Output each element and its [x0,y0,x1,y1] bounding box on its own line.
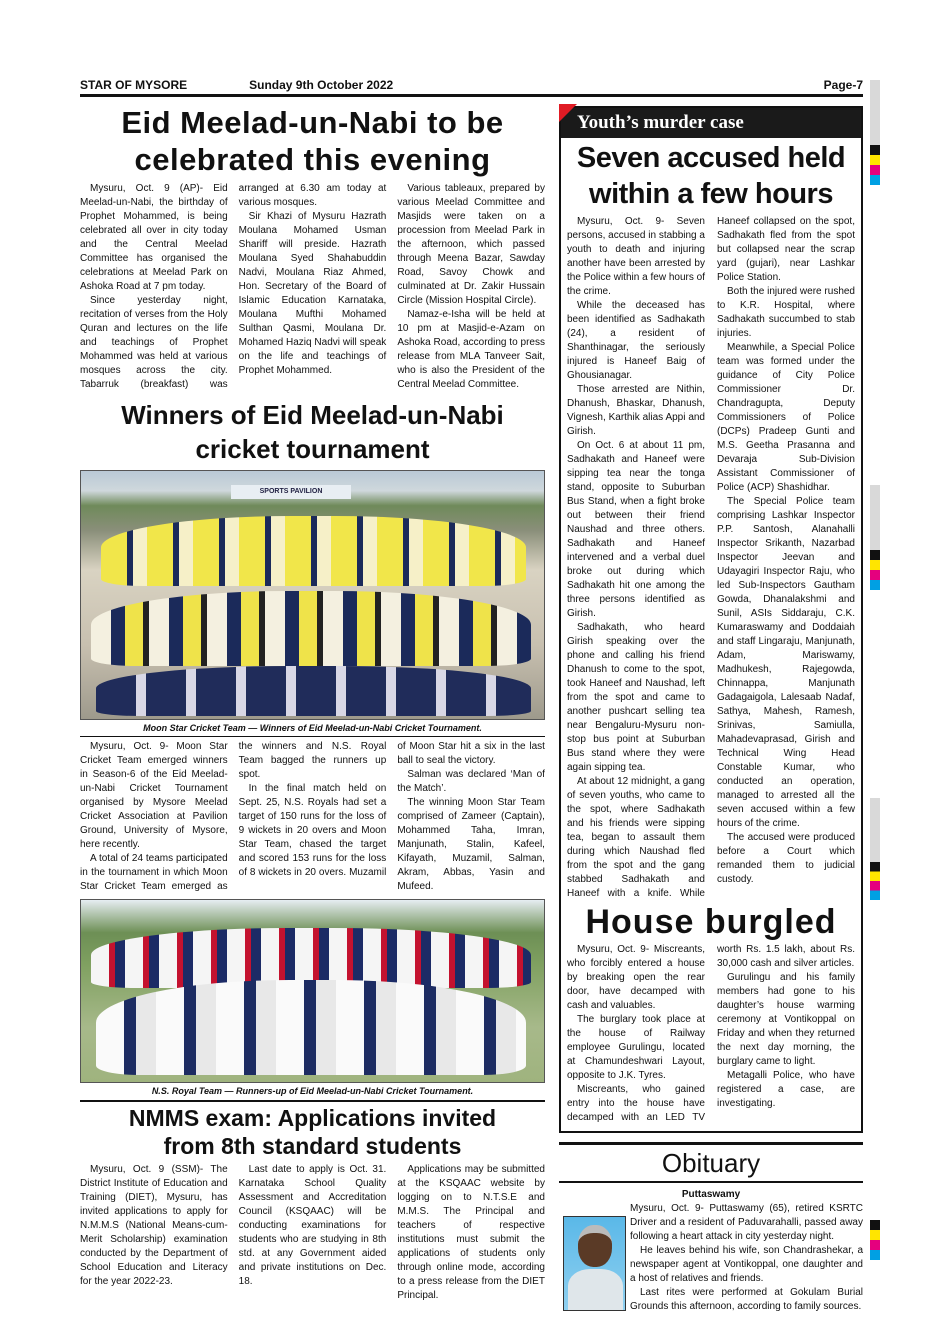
cmyk-color-bar [870,862,880,900]
paragraph: A total of 24 teams participated in the tournament in which Moon Star Cricket Team emerged as the winners and N.S. Royal Team bagged the runners up spot. [80,741,387,892]
paragraph: Salman was declared ‘Man of the Match’. [397,769,545,794]
eid-article-body [80,182,545,392]
burglary-headline: House burgled [585,903,837,941]
back-row-players [91,928,531,988]
paragraph: Sadhakath, who heard Girish speaking over the phone and calling his friend Dhanush to come to the spot, took Haneef and Naushad, left from the spot and came to another pushcart selling tea near Bengaluru-Mysuru non-stop bus point at Suburban Bus stand where they were again sipping tea. [567,622,705,773]
obituary-title: Obituary [661,1148,761,1178]
paragraph: While the deceased has been identified as Sadhakath (24), a resident of Shanthinagar, the seriously injured is Haneef Baig of Ghousianagar. [567,300,705,381]
paragraph: Since yesterday night, recitation of verses from the Holy Quran and lectures on the life and teachings of Prophet Mohammed was held at various mosques across the city. Tabarruk (breakfast) was arranged at 6.30 am today at various mosques. [80,183,387,390]
paragraph: Namaz-e-Isha will be held at 10 pm at Masjid-e-Azam on Ashoka Road, according to press release from MLA Tanveer Sait, who is also the President of the Central Meelad Committee. [397,309,545,390]
paragraph: On Oct. 6 at about 11 pm, Sadhakath and Haneef were sipping tea near the tonga stand, opposite to Suburban Bus Stand, when a fight broke out between their friend Naushad and three others. Sadhakath and Haneef intervened and a verbal duel broke out during which Sadhakath hit one among the three persons identified as Girish. [567,440,705,619]
paragraph: Sir Khazi of Mysuru Hazrath Moulana Mohamed Usman Shariff will preside. Hazrath Moulana Syed Shahabuddin Nadvi, Moulana Riaz Ahmed, Hon. Secretary of the Board of Islamic Education Karnataka, Moulana Mufthi Mohamed Sulthan Qasmi, Moulana Dr. Mohamed Haziq Nadvi will speak on the life and teachings of Prophet Mohammed. [238,211,387,376]
cricket-article-body [80,740,545,894]
shirt [568,1269,623,1311]
paragraph: He leaves behind his wife, son Chandrashekar, a newspaper agent at Vontikoppal, one daughter and a host of relatives and friends. [630,1245,863,1284]
page-header [80,77,863,93]
paragraph: Meanwhile, a Special Police team was formed under the guidance of City Police Commissioner Dr. Chandragupta, Deputy Commissioners of Police (DCPs) Pradeep Gunti and M.S. Geetha Prasanna and Devaraja Sub-Division Assistant Commissioner of Police (ACP) Shashidhar. [717,342,855,493]
nmms-article-body [80,1163,545,1303]
front-row-players [96,666,531,716]
headline-line: cricket tournament [195,434,430,464]
paragraph: Mysuru, Oct. 9- Seven persons, accused in stabbing a youth to death and injuring another have been arrested by the Police within a few hours of the crime. [567,216,705,297]
kicker-band [561,108,861,138]
paragraph: Mysuru, Oct. 9- Moon Star Cricket Team emerged winners in Season-6 of the Eid Meelad-un-Nabi Cricket Tournament organised by Mysore Meelad Cricket Association at Pavilion Ground, University of Mysore, here recently. [80,741,228,850]
murder-headline [561,140,861,212]
paragraph: Last date to apply is Oct. 31. Karnataka School Quality Assessment and Accreditation Council (KSQAAC) will be conducting examinations for students who are studying in 8th std. at any Government aided and private institutions on Dec. 18. [238,1164,387,1287]
issue-date: Sunday 9th October 2022 [249,78,394,92]
paragraph: The winning Moon Star Team comprised of Zameer (Captain), Mohammed Taha, Imran, Manjunath, Stalin, Kafeel, Kifayath, Muzamil, Salman, Akram, Abbas, Yasin and Mufeed. [397,797,545,892]
headline-line: Eid Meelad-un-Nabi to be [121,105,504,140]
winners-team-photo [80,470,545,720]
paragraph: Mysuru, Oct. 9- Puttaswamy (65), retired KSRTC Driver and a resident of Paduvarahalli, passed away following a heart attack in city yesterday night. [630,1203,863,1242]
newspaper-page [80,0,863,1314]
paragraph: At about 12 midnight, a gang of seven youths, who came to the spot, where Sadhakath and his friends were sipping tea, began to assault them during which Naushad fled from the spot and the gang stabbed Sadhakath and Haneef with a knife. While Haneef collapsed on the spot, Sadhakath fled from the spot but collapsed near the scrap yard (gujari), near Lashkar Police Station. [567,216,855,899]
headline-line: from 8th standard students [163,1133,462,1159]
right-section [559,99,863,1314]
left-section [80,99,545,1303]
caption-rule [80,736,545,737]
headline-line: NMMS exam: Applications invited [128,1105,497,1131]
face [578,1225,612,1267]
paragraph: Mysuru, Oct. 9 (SSM)- The District Institute of Education and Training (DIET), Mysuru, has invited applications to apply for N.M.M.S (National Means-cum-Merit Scholarship) examination conducted by the Department of School Education and Literacy for the year 2022-23. [80,1164,228,1287]
registration-gray-bar [870,798,880,862]
paper-name: STAR OF MYSORE [80,78,188,92]
nmms-headline [80,1104,545,1160]
headline-line: Winners of Eid Meelad-un-Nabi [121,400,504,430]
runners-up-photo-caption: N.S. Royal Team — Runners-up of Eid Meelad-un-Nabi Cricket Tournament. [151,1086,474,1096]
section-rule [80,1100,545,1102]
obituary-rule [559,1181,863,1183]
paragraph: Gurulingu and his family members had gone to his daughter’s house warming ceremony at Vontikoppal on Friday and when they returned the next day morning, the burglary came to light. [717,972,855,1067]
paragraph: Applications may be submitted at the KSQAAC website by logging on to N.T.S.E and M.M.S. The Principal and teachers of respective institutions must submit the applications of students only through online mode, according to a press release from the DIET Principal. [397,1164,545,1301]
paragraph: In the final match held on Sept. 25, N.S. Royals had set a target of 150 runs for the loss of 9 wickets in 20 overs and Moon Star Team, chased the target and scored 153 runs for the loss of 8 wickets in 20 overs. Muzamil of Moon Star hit a six in the last ball to seal the victory. [238,741,545,878]
paragraph: Various tableaux, prepared by various Meelad Committee and Masjids were taken on a procession from Meelad Park in the afternoon, which passed through Meena Bazar, Sawday Road, Savoy Chowk and culminated at Dr. Zakir Hussain Circle (Mission Hospital Circle). [397,183,545,306]
obituary-body [559,1202,863,1314]
cmyk-color-bar [870,145,880,185]
murder-article-body [561,212,861,901]
deceased-name: Puttaswamy [681,1189,741,1200]
pavilion-sign: SPORTS PAVILION [231,485,351,499]
paragraph: Miscreants, who gained entry into the house have decamped with an LED TV worth Rs. 1.5 lakh, about Rs. 30,000 cash and silver articles. [567,944,855,1123]
headline-line: celebrated this evening [134,142,491,177]
middle-row-players [91,591,531,666]
paragraph: Mysuru, Oct. 9- Miscreants, who forcibly entered a house by breaking open the rear door, have decamped with cash and valuables. [567,944,705,1011]
winners-photo-caption: Moon Star Cricket Team — Winners of Eid Meelad-un-Nabi Cricket Tournament. [143,723,482,733]
registration-gray-bar [870,485,880,550]
paragraph: Metagalli Police, who have registered a case, are investigating. [717,1070,855,1109]
paragraph: The burglary took place at the house of Railway employee Gurulingu, located at Chamundeshwari Layout, opposite to J.K. Tyres. [567,1014,705,1081]
eid-headline [80,104,545,178]
kicker-text: Youth’s murder case [577,112,744,133]
front-row-players [96,980,526,1075]
headline-line: within a few hours [589,178,833,210]
paragraph: Mysuru, Oct. 9 (AP)- Eid Meelad-un-Nabi, the birthday of Prophet Mohammed, is being celebrated all over in city today and the Central Meelad Committee has organised the celebrations at Meelad Park on Ashoka Road at 7 pm today. [80,183,228,292]
paragraph: Last rites were performed at Gokulam Burial Grounds this afternoon, according to family sources. [630,1287,863,1312]
murder-case-box [559,106,863,1133]
headline-line: Seven accused held [576,142,846,174]
runners-up-team-photo [80,899,545,1083]
page-columns [80,99,863,1314]
cmyk-color-bar [870,1220,880,1260]
back-row-players [101,516,526,586]
paragraph: The Special Police team comprising Lashkar Inspector P.P. Santosh, Alanahalli Inspector Srikanth, Nazarbad Inspector Jeevan and Udayagiri Inspector Raju, who led Sub-Inspectors Gautham Gowda, Dhanalakshmi and Sunil, ASIs Siddaraju, C.K. Kumaraswamy and Doddaiah and staff Lingaraju, Manjunath, Adam, Mariswamy, Madhukesh, Rajegowda, Chinnappa, Manjunath Gadagaigola, Lalesaab Nadaf, Sathya, Mahesh, Ramesh, Srinivas, Samiulla, Mahadevaprasad, Girish and Technical Wing Head Constable Kumar, who conducted an operation, managed to arrested all the seven accused within a few hours of the crime. [717,496,855,829]
paragraph: Those arrested are Nithin, Dhanush, Bhaskar, Dhanush, Vignesh, Karthik alias Appi and Girish. [567,384,705,437]
registration-gray-bar [870,80,880,145]
paragraph: The accused were produced before a Court which remanded them to judicial custody. [717,832,855,885]
header-rule [80,94,863,97]
page-number: Page-7 [823,78,863,92]
burglary-article-body [561,943,861,1131]
red-corner-marker [559,104,577,122]
deceased-photo [563,1216,626,1311]
paragraph: Both the injured were rushed to K.R. Hospital, where Sadhakath succumbed to stab injuries. [717,286,855,339]
cmyk-color-bar [870,550,880,590]
cricket-headline [80,398,545,466]
